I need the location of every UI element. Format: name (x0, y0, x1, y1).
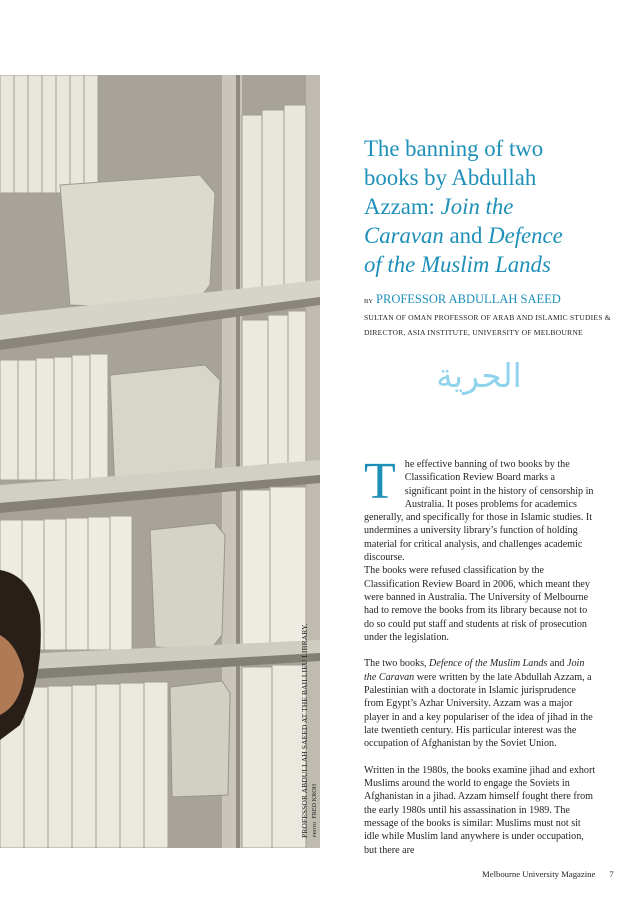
paragraph-1b-text: The books were refused classification by the Classification Review Board in 2006, which meant they were banned in Australia. The University of Melbourne had to remove the books from its library because not to do so could put staff and students at risk of prosecution under the legislation. (364, 565, 590, 643)
photo-credit (310, 624, 319, 837)
arabic-word: الحرية (436, 356, 522, 395)
photo-caption (300, 624, 319, 838)
library-shelves-photo (0, 75, 320, 848)
photo-credit-name: FRED KROH (311, 783, 318, 819)
article-title (364, 134, 604, 279)
paragraph-1-text: he effective banning of two books by the Classification Review Board marks a significant point in the history of censorship in Australia. It poses problems for academics generally, and specifically for those in Islamic studies. It undermines a university library’s function of holding material for critical analysis, and challenges academic discourse. (364, 459, 594, 564)
page-footer (482, 869, 614, 879)
byline-label: BY (364, 298, 374, 305)
article-body (364, 453, 596, 870)
title-line-4b: and (443, 223, 489, 248)
author-affiliation: SULTAN OF OMAN PROFESSOR OF ARAB AND ISLAMIC STUDIES & DIRECTOR, ASIA INSTITUTE, UNIVERSITY OF MELBOURNE (364, 313, 611, 337)
shelves-illustration (0, 75, 320, 848)
book-title-defence: Defence of the Muslim Lands (429, 658, 548, 670)
title-line-4c: Defence (488, 223, 563, 248)
title-line-3a: Azzam: (364, 194, 441, 219)
title-line-2: books by Abdullah (364, 165, 537, 190)
magazine-name: Melbourne University Magazine (482, 869, 596, 879)
title-line-5: of the Muslim Lands (364, 252, 551, 277)
paragraph-2 (364, 657, 596, 750)
title-line-4a: Caravan (364, 223, 444, 248)
title-line-1: The banning of two (364, 136, 544, 161)
book-title-caravan: Join the Caravan (364, 658, 585, 683)
author-name: PROFESSOR ABDULLAH SAEED (376, 292, 561, 306)
paragraph-2-c: and (547, 658, 567, 670)
photo-credit-label: PHOTO (312, 821, 317, 837)
photo-caption-text: PROFESSOR ABDULLAH SAEED AT THE BAILLIEU LIBRARY. (300, 623, 309, 838)
paragraph-1 (364, 453, 596, 644)
paragraph-2-e: were written by the late Abdullah Azzam, a Palestinian with a doctorate in Islamic jurisprudence from Egypt’s Azhar University. Azzam was a major player in and a key populariser of the idea of jihad in the late twentieth century. His particular interest was the occupation of Afghanistan by the Soviet Union. (364, 671, 593, 750)
paragraph-2-a: The two books, (364, 658, 430, 670)
title-line-3b: Join the (440, 194, 514, 219)
drop-cap: T (364, 453, 396, 510)
byline (364, 292, 604, 307)
page-number: 7 (609, 869, 614, 879)
paragraph-3: Written in the 1980s, the books examine jihad and exhort Muslims around the world to engage the Soviets in Afghanistan in a jihad. Azzam himself fought there from the early 1980s until his assassination in 1989. The message of the books is similar: Muslims must not sit idle while Muslim land anywhere is under occupation, but there are (364, 764, 596, 856)
